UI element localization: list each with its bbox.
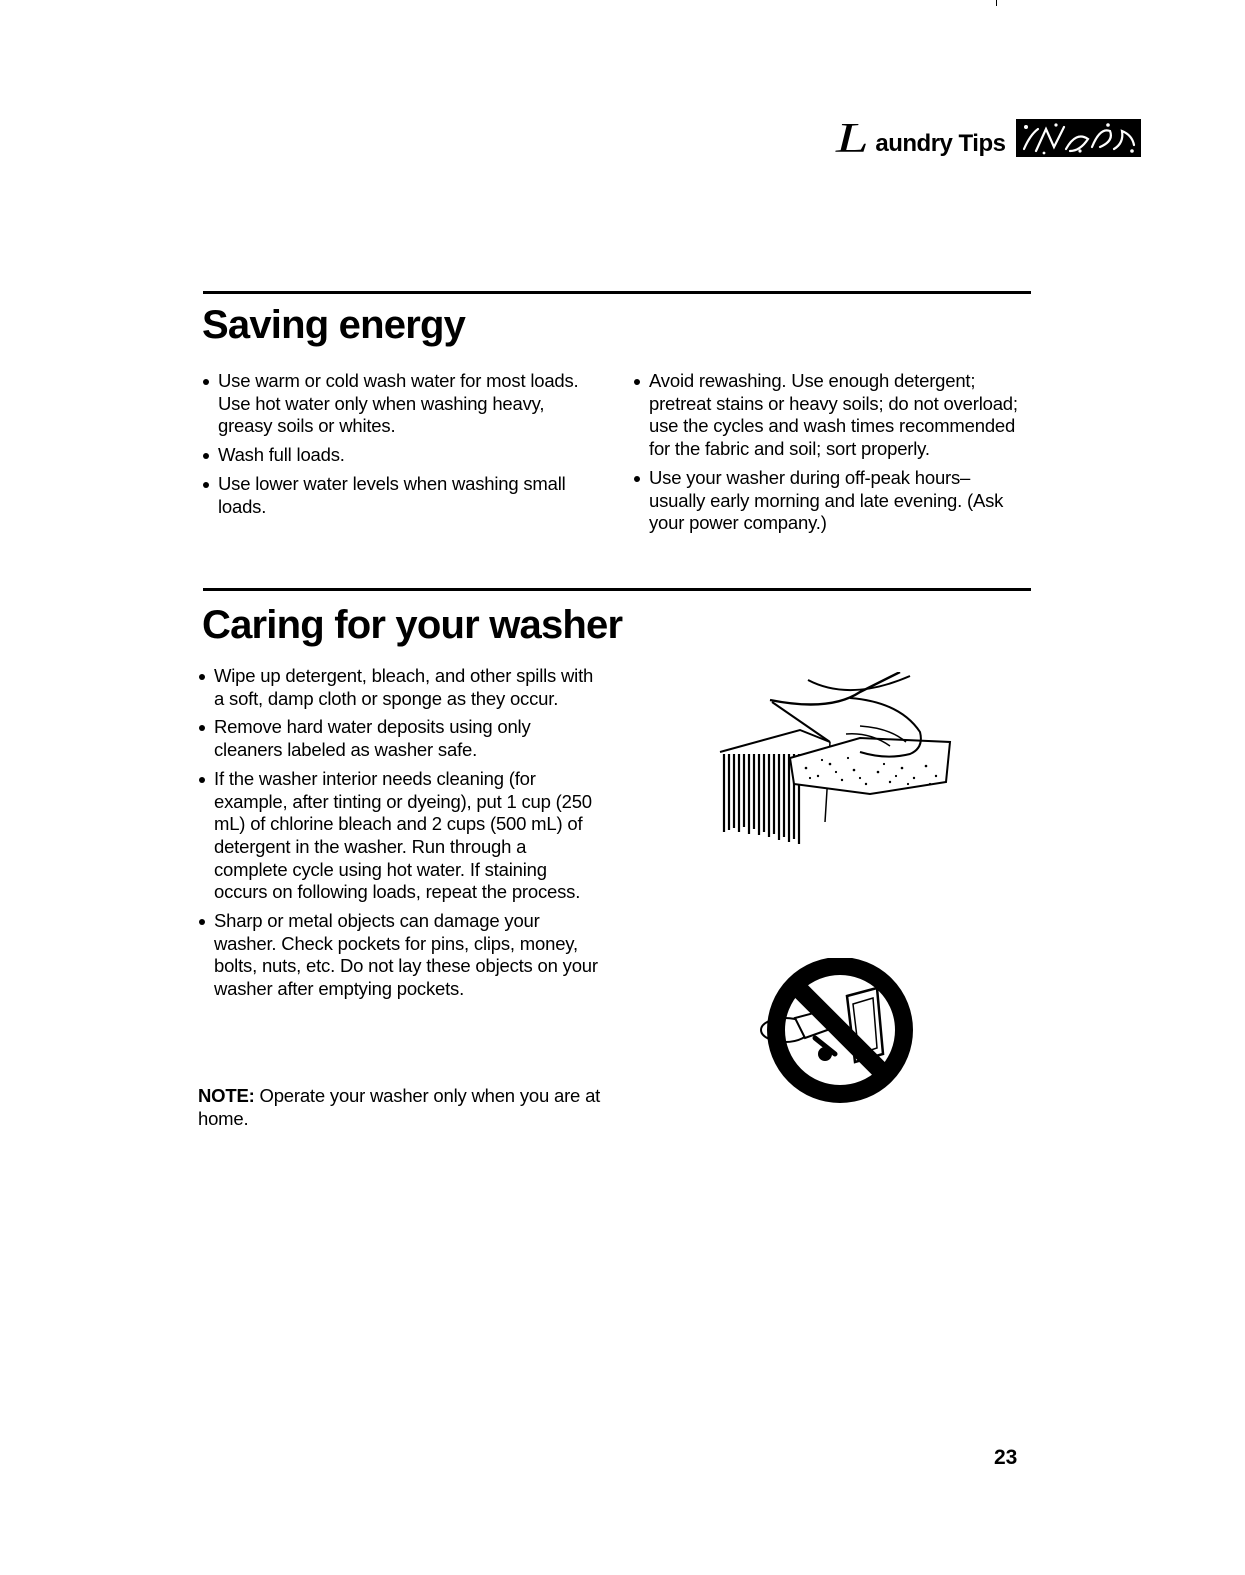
list-item: Wash full loads. — [202, 444, 597, 467]
section-rule-saving — [203, 291, 1031, 294]
list-item: Use your washer during off-peak hours– usually early morning and late evening. (Ask your power company.) — [633, 467, 1028, 535]
running-header — [836, 118, 1005, 160]
no-sharp-objects-icon — [755, 958, 915, 1108]
header-initial: L — [836, 116, 869, 162]
list-item: Use lower water levels when washing small loads. — [202, 473, 597, 518]
corner-tick — [996, 0, 997, 6]
laundry-tips-emblem-icon — [1016, 119, 1141, 157]
note-label: NOTE: — [198, 1085, 255, 1106]
section-title-saving-energy: Saving energy — [202, 303, 466, 347]
list-item: Use warm or cold wash water for most loads. Use hot water only when washing heavy, greasy soils or whites. — [202, 370, 597, 438]
list-item: Remove hard water deposits using only cleaners labeled as washer safe. — [198, 716, 603, 761]
header-title: aundry Tips — [875, 130, 1006, 157]
saving-energy-list-right — [633, 370, 1028, 541]
list-item: Avoid rewashing. Use enough detergent; pretreat stains or heavy soils; do not overload; use the cycles and wash times recommended for the fabric and soil; sort properly. — [633, 370, 1028, 461]
section-rule-caring — [203, 588, 1031, 591]
section-title-caring: Caring for your washer — [202, 603, 623, 647]
caring-list — [198, 665, 603, 1007]
note — [198, 1085, 603, 1130]
list-item: Wipe up detergent, bleach, and other spills with a soft, damp cloth or sponge as they occur. — [198, 665, 603, 710]
list-item: If the washer interior needs cleaning (for example, after tinting or dyeing), put 1 cup (250 mL) of chlorine bleach and 2 cups (500 mL) of detergent in the washer. Run through a complete cycle using hot water. If staining occurs on following loads, repeat the process. — [198, 768, 603, 904]
note-text: Operate your washer only when you are at home. — [198, 1085, 601, 1129]
page-number: 23 — [994, 1446, 1018, 1469]
list-item: Sharp or metal objects can damage your washer. Check pockets for pins, clips, money, bolts, nuts, etc. Do not lay these objects on your washer after emptying pockets. — [198, 910, 603, 1001]
saving-energy-list-left — [202, 370, 597, 524]
hand-wiping-sponge-icon — [710, 672, 960, 852]
